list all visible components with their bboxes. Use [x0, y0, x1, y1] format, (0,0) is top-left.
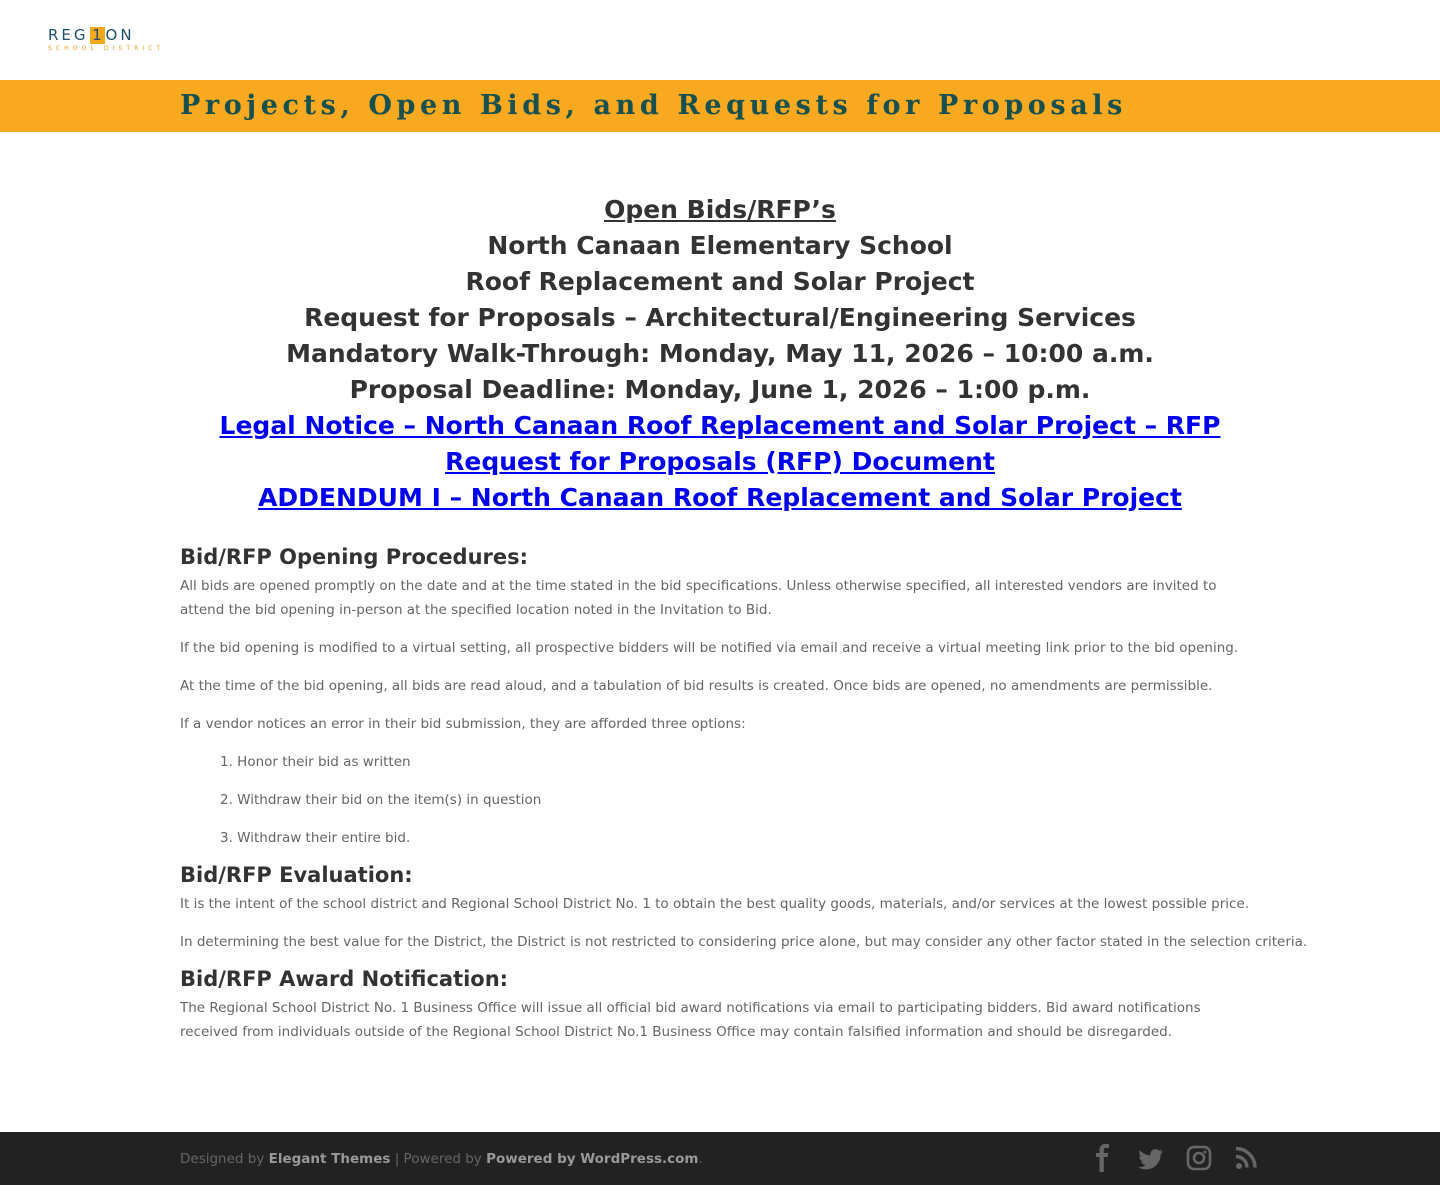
wordpress-link[interactable]: Powered by WordPress.com — [486, 1151, 699, 1167]
site-footer — [0, 1132, 1440, 1185]
award-notification-heading: Bid/RFP Award Notification: — [180, 967, 509, 991]
open-bids-heading: Open Bids/RFP’s — [604, 195, 836, 224]
facebook-icon — [1090, 1144, 1116, 1172]
evaluation-heading: Bid/RFP Evaluation: — [180, 863, 413, 887]
instagram-link[interactable] — [1186, 1144, 1212, 1172]
legal-notice-link[interactable]: Legal Notice – North Canaan Roof Replacement and Solar Project – RFP — [219, 411, 1221, 440]
opening-procedures-heading: Bid/RFP Opening Procedures: — [180, 545, 529, 569]
bid-error-options-list — [220, 750, 1260, 850]
social-links — [1090, 1144, 1260, 1172]
facebook-link[interactable] — [1090, 1144, 1116, 1172]
logo-one-badge: 1 — [90, 27, 105, 44]
proposal-deadline-line: Proposal Deadline: Monday, June 1, 2026 – 1:00 p.m. — [349, 375, 1091, 404]
open-bids-section — [180, 192, 1260, 516]
evaluation-paragraph: In determining the best value for the District, the District is not restricted to considering price alone, but may consider any other factor stated in the selection criteria. — [180, 934, 1308, 950]
rss-icon — [1234, 1144, 1260, 1172]
logo-wordmark: REG 1 ON — [48, 25, 135, 44]
list-item: 3. Withdraw their entire bid. — [220, 830, 411, 846]
project-name-line: Roof Replacement and Solar Project — [465, 267, 975, 296]
opening-procedures-paragraph: If the bid opening is modified to a virtual setting, all prospective bidders will be notified via email and receive a virtual meeting link prior to the bid opening. — [180, 640, 1239, 656]
award-notification-paragraph: The Regional School District No. 1 Business Office will issue all official bid award notifications via email to participating bidders. Bid award notifications received from individuals outside of the Regional School District No.1 Business Office may contain falsified information and should be disregarded. — [180, 1000, 1201, 1040]
opening-procedures-paragraph: If a vendor notices an error in their bid submission, they are afforded three options: — [180, 716, 746, 732]
instagram-icon — [1186, 1144, 1212, 1172]
region-1-logo[interactable] — [48, 25, 165, 56]
site-header — [0, 0, 1440, 80]
addendum-link[interactable]: ADDENDUM I – North Canaan Roof Replacement and Solar Project — [258, 483, 1182, 512]
footer-credits: Designed by Elegant Themes | Powered by Powered by WordPress.com. — [180, 1151, 703, 1167]
elegant-themes-link[interactable]: Elegant Themes — [268, 1151, 391, 1167]
rss-link[interactable] — [1234, 1144, 1260, 1172]
opening-procedures-paragraph: At the time of the bid opening, all bids are read aloud, and a tabulation of bid results is created. Once bids are opened, no amendments are permissible. — [180, 678, 1213, 694]
rfp-services-line: Request for Proposals – Architectural/Engineering Services — [304, 303, 1136, 332]
twitter-icon — [1138, 1144, 1164, 1172]
opening-procedures-paragraph: All bids are opened promptly on the date and at the time stated in the bid specifications. Unless otherwise specified, all interested vendors are invited to attend the bid opening in-person at the specified location noted in the Invitation to Bid. — [180, 578, 1217, 618]
walk-through-line: Mandatory Walk-Through: Monday, May 11, 2026 – 10:00 a.m. — [286, 339, 1154, 368]
list-item: 1. Honor their bid as written — [220, 754, 411, 770]
evaluation-paragraph: It is the intent of the school district and Regional School District No. 1 to obtain the best quality goods, materials, and/or services at the lowest possible price. — [180, 896, 1250, 912]
project-school-line: North Canaan Elementary School — [487, 231, 953, 260]
rfp-document-link[interactable]: Request for Proposals (RFP) Document — [445, 447, 995, 476]
twitter-link[interactable] — [1138, 1144, 1164, 1172]
list-item: 2. Withdraw their bid on the item(s) in question — [220, 792, 542, 808]
main-content — [180, 540, 1308, 1058]
logo-subtitle: SCHOOL DISTRICT — [48, 45, 165, 52]
page-title: Projects, Open Bids, and Requests for Proposals — [180, 90, 1127, 121]
page-title-banner — [0, 80, 1440, 132]
